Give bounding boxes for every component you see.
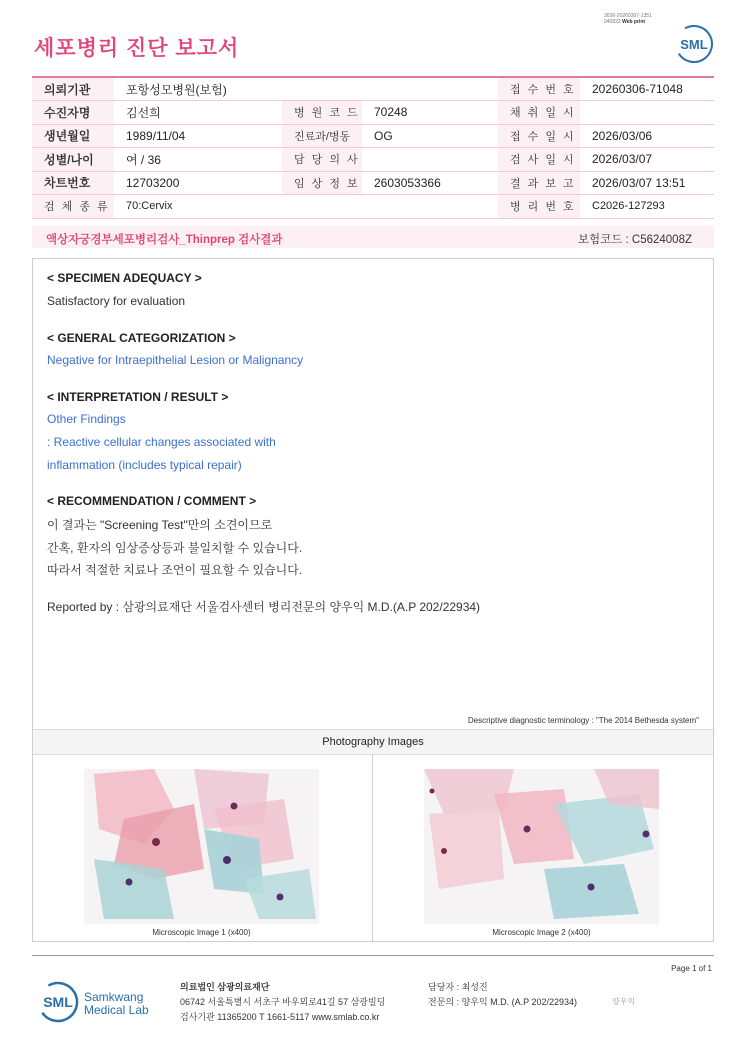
signature: 양우익 bbox=[612, 997, 636, 1006]
specialist: 전문의 : 양우익 M.D. (A.P 202/22934) bbox=[428, 997, 578, 1007]
image-2-caption: Microscopic Image 2 (x400) bbox=[492, 928, 591, 937]
label-test-date: 검 사 일 시 bbox=[498, 148, 580, 172]
info-row bbox=[32, 124, 714, 148]
value-receipt-number: 20260306-71048 bbox=[580, 77, 714, 101]
empty-value bbox=[362, 195, 498, 219]
label-patient-name: 수진자명 bbox=[32, 101, 114, 125]
general-categorization-header: < GENERAL CATEGORIZATION > bbox=[47, 331, 236, 345]
interpretation-line-2: : Reactive cellular changes associated with bbox=[47, 435, 276, 449]
print-code-line2 bbox=[604, 19, 652, 25]
empty-label bbox=[282, 77, 362, 101]
value-chart-number: 12703200 bbox=[114, 171, 282, 195]
org-address: 06742 서울특별시 서초구 바우뫼로41길 57 삼광빌딩 bbox=[180, 997, 386, 1007]
organization-info bbox=[180, 980, 385, 1025]
recommendation-header: < RECOMMENDATION / COMMENT > bbox=[47, 494, 257, 508]
label-hospital-code: 병 원 코 드 bbox=[282, 101, 362, 125]
value-result-report: 2026/03/07 13:51 bbox=[580, 171, 714, 195]
label-receipt-date: 접 수 일 시 bbox=[498, 124, 580, 148]
brand-line-2: Medical Lab bbox=[84, 1003, 149, 1017]
value-test-date: 2026/03/07 bbox=[580, 148, 714, 172]
general-categorization-value: Negative for Intraepithelial Lesion or Malignancy bbox=[47, 353, 304, 367]
label-chart-number: 차트번호 bbox=[32, 171, 114, 195]
label-department: 진료과/병동 bbox=[282, 124, 362, 148]
interpretation-line-3: inflammation (includes typical repair) bbox=[47, 458, 242, 472]
reported-by: Reported by : 삼광의료재단 서울검사센터 병리전문의 양우익 M.D.(A.P 202/22934) bbox=[47, 600, 481, 614]
specimen-adequacy-header: < SPECIMEN ADEQUACY > bbox=[47, 271, 202, 285]
org-contact: 검사기관 11365200 T 1661-5117 www.smlab.co.kr bbox=[180, 1012, 380, 1022]
info-row bbox=[32, 101, 714, 125]
test-name-bar bbox=[32, 226, 714, 248]
svg-text:SML: SML bbox=[680, 37, 708, 52]
info-row bbox=[32, 171, 714, 195]
value-attending-doctor bbox=[362, 148, 498, 172]
label-requesting-institution: 의뢰기관 bbox=[32, 77, 114, 101]
web-print-label: Web print bbox=[622, 19, 646, 25]
empty-label bbox=[282, 195, 362, 219]
value-receipt-date: 2026/03/06 bbox=[580, 124, 714, 148]
value-sex-age: 여 / 36 bbox=[114, 148, 282, 172]
image-1-caption: Microscopic Image 1 (x400) bbox=[152, 928, 251, 937]
value-hospital-code: 70248 bbox=[362, 101, 498, 125]
photography-header: Photography Images bbox=[33, 729, 713, 755]
label-clinical-info: 임 상 정 보 bbox=[282, 171, 362, 195]
sml-logo-icon bbox=[36, 978, 80, 1026]
print-id: 040822 bbox=[604, 19, 621, 25]
photo-divider bbox=[372, 755, 373, 942]
report-title: 세포병리 진단 보고서 bbox=[34, 37, 240, 60]
label-attending-doctor: 담 당 의 사 bbox=[282, 148, 362, 172]
comment-line-1: 이 결과는 "Screening Test"만의 소견이므로 bbox=[47, 518, 273, 532]
staff-info bbox=[428, 980, 577, 1010]
info-row bbox=[32, 148, 714, 172]
manager: 담당자 : 최성진 bbox=[428, 982, 488, 992]
interpretation-line-1: Other Findings bbox=[47, 412, 126, 426]
test-name: 액상자궁경부세포병리검사_Thinprep 검사결과 bbox=[46, 234, 283, 246]
value-pathology-number: C2026-127293 bbox=[580, 195, 714, 219]
specimen-adequacy-value: Satisfactory for evaluation bbox=[47, 294, 186, 308]
label-pathology-number: 병 리 번 호 bbox=[498, 195, 580, 219]
result-box bbox=[32, 258, 714, 942]
label-sex-age: 성별/나이 bbox=[32, 148, 114, 172]
label-birth-date: 생년월일 bbox=[32, 124, 114, 148]
comment-line-2: 간혹, 환자의 임상증상등과 불일치할 수 있습니다. bbox=[47, 541, 303, 555]
insurance-code: 보험코드 : C5624008Z bbox=[577, 234, 692, 246]
label-specimen-type: 검 체 종 류 bbox=[32, 195, 114, 219]
microscopic-image-2 bbox=[424, 769, 659, 924]
empty-value bbox=[362, 77, 498, 101]
label-result-report: 결 과 보 고 bbox=[498, 171, 580, 195]
value-birth-date: 1989/11/04 bbox=[114, 124, 282, 148]
sml-logo-icon bbox=[674, 24, 714, 64]
label-receipt-number: 접 수 번 호 bbox=[498, 77, 580, 101]
terminology-note: Descriptive diagnostic terminology : "The 2014 Bethesda system" bbox=[467, 716, 699, 725]
org-name: 의료법인 삼광의료재단 bbox=[180, 982, 270, 992]
value-collection-date bbox=[580, 101, 714, 125]
patient-info-table bbox=[32, 76, 714, 219]
svg-text:SML: SML bbox=[43, 994, 73, 1010]
microscopic-image-1 bbox=[84, 769, 319, 924]
comment-line-3: 따라서 적절한 치료나 조언이 필요할 수 있습니다. bbox=[47, 563, 303, 577]
print-code bbox=[604, 13, 652, 25]
page-number: Page 1 of 1 bbox=[671, 964, 712, 973]
label-collection-date: 채 취 일 시 bbox=[498, 101, 580, 125]
brand-line-1: Samkwang bbox=[84, 990, 144, 1004]
info-row bbox=[32, 195, 714, 219]
info-row bbox=[32, 77, 714, 101]
value-department: OG bbox=[362, 124, 498, 148]
value-specimen-type: 70:Cervix bbox=[114, 195, 282, 219]
print-code-line1: 3036-20260307-1351 bbox=[604, 13, 652, 19]
footer-divider bbox=[32, 955, 714, 956]
value-requesting-institution: 포항성모병원(보험) bbox=[114, 77, 282, 101]
brand-name bbox=[84, 991, 149, 1017]
value-clinical-info: 2603053366 bbox=[362, 171, 498, 195]
value-patient-name: 김선희 bbox=[114, 101, 282, 125]
interpretation-header: < INTERPRETATION / RESULT > bbox=[47, 390, 229, 404]
